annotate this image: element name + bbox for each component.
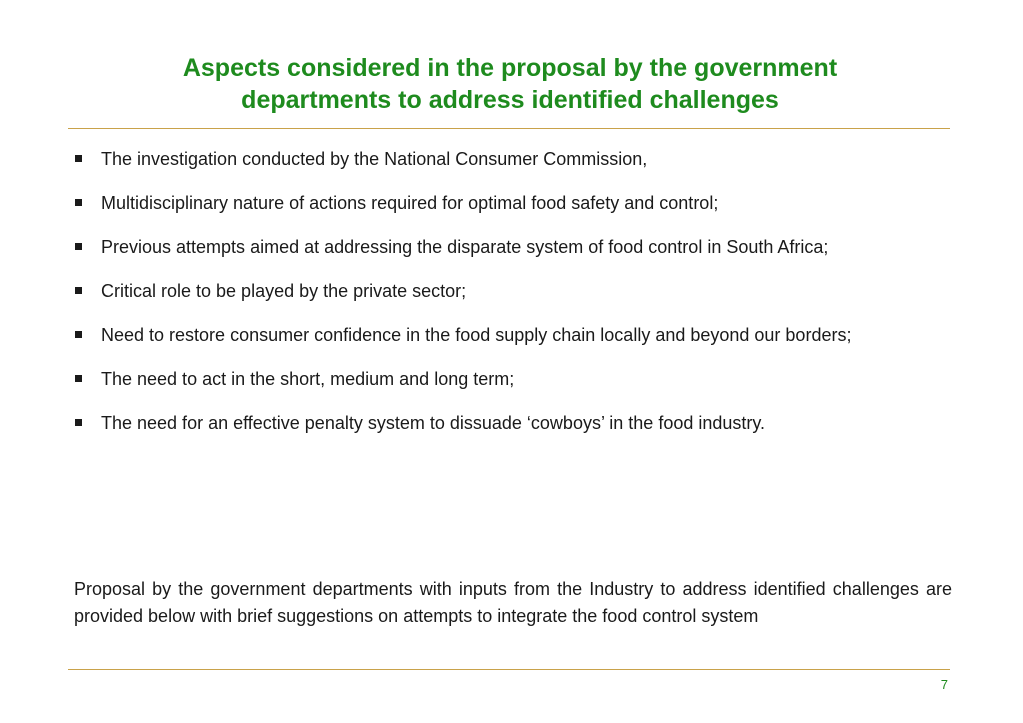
square-bullet-icon — [75, 243, 82, 250]
slide-title — [70, 52, 950, 116]
title-divider — [68, 128, 950, 129]
slide-title-line-1: Aspects considered in the proposal by the government — [182, 54, 838, 82]
list-item — [74, 184, 952, 222]
list-item-text: The need to act in the short, medium and long term; — [101, 369, 515, 389]
list-item-text: The need for an effective penalty system to dissuade ‘cowboys’ in the food industry. — [101, 413, 766, 433]
square-bullet-icon — [75, 331, 82, 338]
list-item — [74, 272, 952, 310]
list-item — [74, 360, 952, 398]
list-item-text: Need to restore consumer confidence in the food supply chain locally and beyond our borders; — [101, 325, 852, 345]
list-item-text: Previous attempts aimed at addressing the disparate system of food control in South Africa; — [101, 237, 829, 257]
slide-title-line-2: departments to address identified challenges — [241, 86, 779, 114]
page-number: 7 — [940, 677, 948, 692]
list-item — [74, 316, 952, 354]
square-bullet-icon — [75, 155, 82, 162]
list-item-text: Multidisciplinary nature of actions required for optimal food safety and control; — [101, 193, 719, 213]
square-bullet-icon — [75, 199, 82, 206]
footer-divider — [68, 669, 950, 670]
list-item-text: The investigation conducted by the National Consumer Commission, — [101, 149, 648, 169]
square-bullet-icon — [75, 419, 82, 426]
bullet-list — [74, 140, 952, 448]
summary-paragraph: Proposal by the government departments with inputs from the Industry to address identified challenges are provided below with brief suggestions on attempts to integrate the food control system — [74, 579, 952, 626]
list-item — [74, 404, 952, 442]
list-item-text: Critical role to be played by the private sector; — [101, 281, 467, 301]
square-bullet-icon — [75, 287, 82, 294]
list-item — [74, 140, 952, 178]
list-item — [74, 228, 952, 266]
square-bullet-icon — [75, 375, 82, 382]
